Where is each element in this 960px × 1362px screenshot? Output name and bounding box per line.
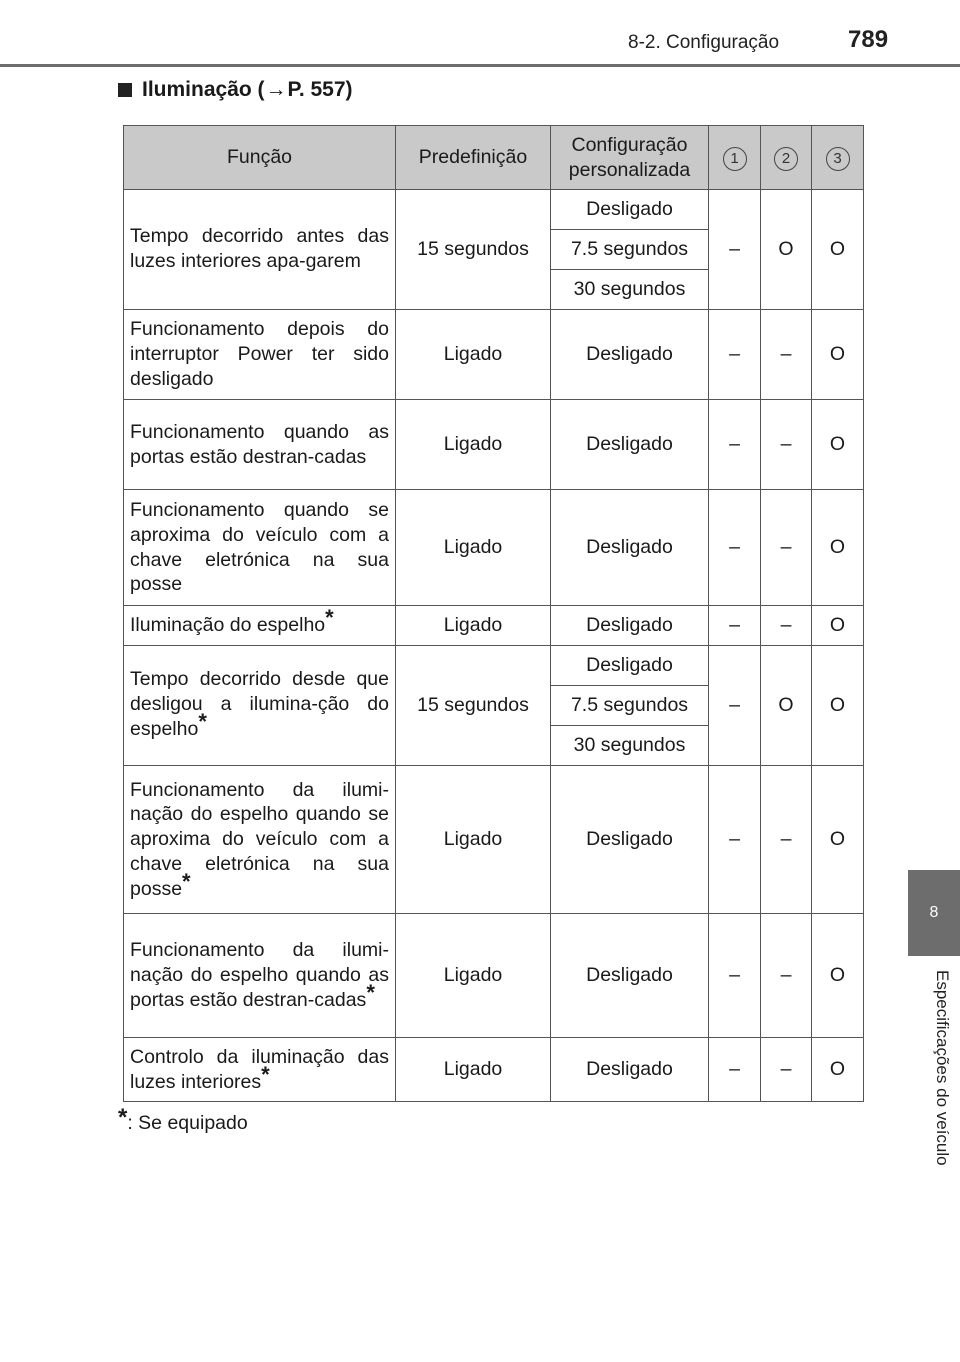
col2-cell: – [761, 606, 812, 646]
col3-cell: O [812, 1038, 864, 1102]
page-reference-link[interactable]: P. 557) [287, 78, 353, 101]
table-row [124, 606, 864, 646]
custom-cell: Desligado [551, 914, 709, 1038]
header-function: Função [124, 126, 396, 190]
table-row [124, 914, 864, 1038]
table-row [124, 1038, 864, 1102]
col1-cell: – [709, 1038, 761, 1102]
settings-table [123, 125, 864, 1102]
table-row [124, 646, 864, 686]
custom-cell: Desligado [551, 490, 709, 606]
custom-cell: Desligado [551, 400, 709, 490]
default-cell: Ligado [396, 914, 551, 1038]
header-col-1 [709, 126, 761, 190]
col3-cell: O [812, 646, 864, 766]
arrow-right-icon: → [265, 78, 287, 101]
footnote [118, 1104, 248, 1135]
col1-cell: – [709, 914, 761, 1038]
col3-cell: O [812, 606, 864, 646]
table-row [124, 190, 864, 230]
col1-cell: – [709, 646, 761, 766]
custom-option: Desligado [551, 646, 709, 686]
function-cell: Controlo da iluminação das luzes interiores* [124, 1038, 396, 1102]
section-heading: 8-2. Configuração [628, 32, 780, 53]
col3-cell: O [812, 310, 864, 400]
col2-cell: – [761, 1038, 812, 1102]
table-row [124, 310, 864, 400]
footnote-text: : Se equipado [127, 1112, 248, 1134]
custom-cell: Desligado [551, 766, 709, 914]
section-title [118, 78, 353, 102]
header-col-2 [761, 126, 812, 190]
default-cell: 15 segundos [396, 646, 551, 766]
default-cell: Ligado [396, 1038, 551, 1102]
function-cell: Funcionamento da ilumi-nação do espelho quando se aproxima do veículo com a chave eletrónica na sua posse* [124, 766, 396, 914]
table-row [124, 766, 864, 914]
circled-2-icon: 2 [774, 147, 798, 171]
page-number: 789 [848, 26, 889, 53]
header-default: Predefinição [396, 126, 551, 190]
function-cell: Iluminação do espelho* [124, 606, 396, 646]
col2-cell: O [761, 646, 812, 766]
col1-cell: – [709, 766, 761, 914]
table-header-row [124, 126, 864, 190]
default-cell: 15 segundos [396, 190, 551, 310]
square-bullet-icon [118, 83, 132, 97]
col3-cell: O [812, 914, 864, 1038]
col2-cell: – [761, 766, 812, 914]
table-row [124, 490, 864, 606]
header-col-3 [812, 126, 864, 190]
function-cell: Funcionamento quando se aproxima do veículo com a chave eletrónica na sua posse [124, 490, 396, 606]
col2-cell: – [761, 310, 812, 400]
asterisk-marker: * [261, 1061, 270, 1087]
custom-option: 7.5 segundos [551, 230, 709, 270]
chapter-tab[interactable]: 8 [908, 870, 960, 956]
header-custom: Configuração personalizada [551, 126, 709, 190]
col2-cell: – [761, 400, 812, 490]
custom-option: Desligado [551, 190, 709, 230]
custom-cell: Desligado [551, 310, 709, 400]
function-cell: Funcionamento da ilumi-nação do espelho quando as portas estão destran-cadas* [124, 914, 396, 1038]
default-cell: Ligado [396, 490, 551, 606]
col3-cell: O [812, 766, 864, 914]
circled-3-icon: 3 [826, 147, 850, 171]
col2-cell: – [761, 914, 812, 1038]
col2-cell: O [761, 190, 812, 310]
default-cell: Ligado [396, 400, 551, 490]
col1-cell: – [709, 190, 761, 310]
custom-cell: Desligado [551, 1038, 709, 1102]
default-cell: Ligado [396, 766, 551, 914]
col1-cell: – [709, 606, 761, 646]
asterisk-marker: * [182, 868, 191, 894]
col3-cell: O [812, 190, 864, 310]
custom-option: 7.5 segundos [551, 686, 709, 726]
function-cell: Funcionamento depois do interruptor Power ter sido desligado [124, 310, 396, 400]
custom-option: 30 segundos [551, 270, 709, 310]
section-title-text: Iluminação ( [142, 78, 265, 101]
circled-1-icon: 1 [723, 147, 747, 171]
col3-cell: O [812, 490, 864, 606]
function-cell: Funcionamento quando as portas estão destran-cadas [124, 400, 396, 490]
col2-cell: – [761, 490, 812, 606]
chapter-label: Especificações do veículo [933, 970, 952, 1166]
function-cell: Tempo decorrido antes das luzes interiores apa-garem [124, 190, 396, 310]
function-cell: Tempo decorrido desde que desligou a ilumina-ção do espelho* [124, 646, 396, 766]
asterisk-marker: * [198, 708, 207, 734]
asterisk-marker: * [325, 605, 334, 631]
custom-option: 30 segundos [551, 726, 709, 766]
col1-cell: – [709, 400, 761, 490]
asterisk-marker: * [366, 979, 375, 1005]
col1-cell: – [709, 310, 761, 400]
default-cell: Ligado [396, 606, 551, 646]
col1-cell: – [709, 490, 761, 606]
default-cell: Ligado [396, 310, 551, 400]
header-divider [0, 64, 960, 67]
footnote-asterisk: * [118, 1104, 128, 1131]
table-row [124, 400, 864, 490]
custom-cell: Desligado [551, 606, 709, 646]
col3-cell: O [812, 400, 864, 490]
